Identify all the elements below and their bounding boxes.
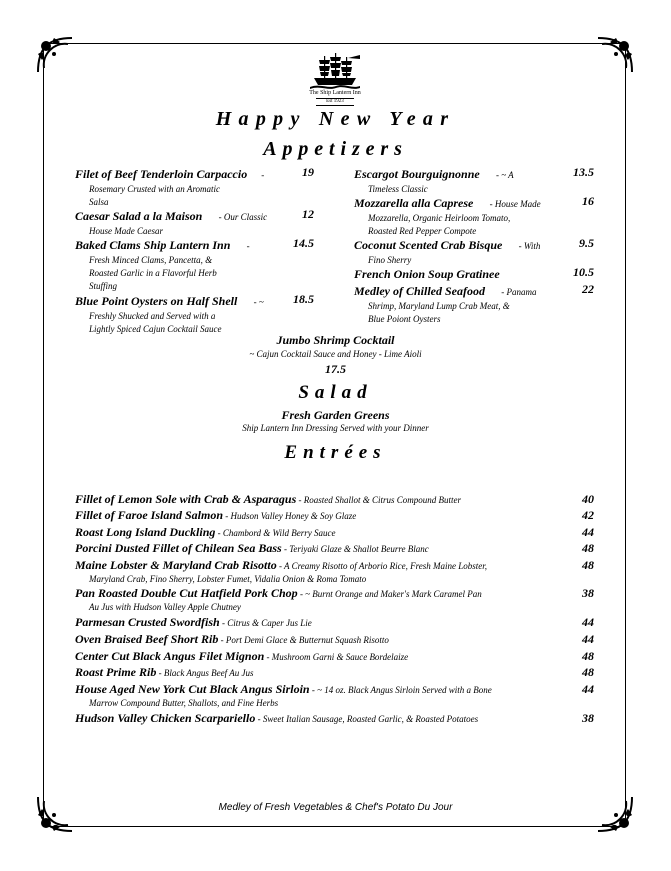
item-desc: - Citrus & Caper Jus Lie [219, 618, 312, 628]
item-name: Blue Point Oysters on Half Shell [75, 294, 238, 308]
logo-established: Est 1923 [316, 98, 354, 106]
logo [299, 50, 371, 106]
item-desc: Timeless Classic [368, 184, 428, 194]
menu-item [75, 207, 285, 238]
corner-ornament-icon [34, 793, 76, 835]
item-name: Roast Long Island Duckling [75, 525, 216, 539]
item-price: 40 [582, 492, 594, 506]
item-desc-intro: - [261, 170, 265, 180]
item-price: 16 [582, 194, 594, 208]
item-price: 48 [582, 541, 594, 555]
item-price: 44 [582, 615, 594, 629]
item-desc: Freshly Shucked and Served with a [89, 311, 216, 321]
menu-item [75, 236, 285, 293]
item-desc: - Roasted Shallot & Citrus Compound Butter [296, 495, 462, 505]
item-desc: - Chambord & Wild Berry Sauce [215, 528, 336, 538]
item-desc: Ship Lantern Inn Dressing Served with your Dinner [242, 423, 429, 433]
entree-item [75, 711, 575, 726]
item-desc: Mozzarella, Organic Heirloom Tomato, [368, 213, 511, 223]
item-name: Escargot Bourguignonne [354, 167, 480, 181]
item-name: Mozzarella alla Caprese [354, 196, 474, 210]
item-name: Fresh Garden Greens [281, 408, 390, 422]
item-desc: - Port Demi Glace & Butternut Squash Risotto [218, 635, 389, 645]
item-price: 38 [582, 586, 594, 600]
item-name: Caesar Salad a la Maison [75, 209, 203, 223]
item-name: Pan Roasted Double Cut Hatfield Pork Chop [75, 586, 298, 600]
item-price: 22 [582, 282, 594, 296]
item-name: House Aged New York Cut Black Angus Sirloin [75, 682, 310, 696]
item-name: Porcini Dusted Fillet of Chilean Sea Bass [75, 541, 282, 555]
item-desc: Stuffing [89, 281, 118, 291]
section-title-entrees: Entrées [284, 442, 387, 463]
logo-name: The Ship Lantern Inn [309, 90, 361, 96]
item-price: 44 [582, 632, 594, 646]
entree-item [75, 586, 575, 613]
item-desc: Salsa [89, 197, 109, 207]
menu-item [354, 236, 569, 267]
item-desc-continued: Au Jus with Hudson Valley Apple Chutney [89, 602, 241, 612]
item-desc: - ~ Burnt Orange and Maker's Mark Caramel Pan [297, 589, 482, 599]
menu-title: Happy New Year [215, 108, 456, 130]
item-desc: - A Creamy Risotto of Arborio Rice, Fresh Maine Lobster, [276, 561, 488, 571]
item-desc: - Mushroom Garni & Sauce Bordelaize [264, 652, 409, 662]
item-desc-intro: - Panama [498, 287, 537, 297]
item-desc: Blue Poiont Oysters [368, 314, 441, 324]
item-name: Medley of Chilled Seafood [354, 284, 485, 298]
entree-item [75, 649, 575, 664]
item-desc: Roasted Garlic in a Flavorful Herb [89, 268, 217, 278]
item-price: 14.5 [293, 236, 314, 250]
item-name: Coconut Scented Crab Bisque [354, 238, 503, 252]
item-desc-intro: - Our Classic [216, 212, 268, 222]
item-desc: - ~ 14 oz. Black Angus Sirloin Served with a Bone [309, 685, 492, 695]
menu-item [75, 292, 290, 336]
item-name: Center Cut Black Angus Filet Mignon [75, 649, 265, 663]
item-desc: - Teriyaki Glaze & Shallot Beurre Blanc [281, 544, 429, 554]
item-desc-intro: - House Made [487, 199, 541, 209]
salad-item [0, 408, 671, 435]
item-desc: Roasted Red Pepper Compote [368, 226, 477, 236]
item-price: 38 [582, 711, 594, 725]
corner-ornament-icon [594, 34, 636, 76]
item-price: 48 [582, 649, 594, 663]
item-name: Filet of Beef Tenderloin Carpaccio [75, 167, 248, 181]
item-price: 19 [302, 165, 314, 179]
item-desc: ~ Cajun Cocktail Sauce and Honey - Lime Aioli [249, 349, 422, 359]
item-desc: House Made Caesar [89, 226, 163, 236]
featured-appetizer [0, 333, 671, 377]
item-price: 13.5 [573, 165, 594, 179]
item-desc: Rosemary Crusted with an Aromatic [89, 184, 220, 194]
menu-item [354, 165, 569, 196]
entree-item [75, 508, 575, 523]
item-price: 42 [582, 508, 594, 522]
section-title-salad: Salad [298, 382, 373, 403]
item-price: 17.5 [325, 362, 346, 376]
corner-ornament-icon [594, 793, 636, 835]
item-price: 44 [582, 525, 594, 539]
item-desc: - Sweet Italian Sausage, Roasted Garlic, & Roasted Potatoes [255, 714, 479, 724]
item-desc: - Hudson Valley Honey & Soy Glaze [223, 511, 357, 521]
item-desc: Lightly Spiced Cajun Cocktail Sauce [89, 324, 222, 334]
item-name: Jumbo Shrimp Cocktail [276, 333, 395, 347]
corner-ornament-icon [34, 34, 76, 76]
entree-item [75, 525, 575, 540]
entree-item [75, 665, 575, 680]
ship-icon [308, 50, 362, 90]
item-desc: Fino Sherry [368, 255, 412, 265]
item-name: Fillet of Faroe Island Salmon [75, 508, 224, 522]
item-desc-intro: - ~ [251, 297, 264, 307]
item-desc-continued: Maryland Crab, Fino Sherry, Lobster Fumet, Vidalia Onion & Roma Tomato [89, 574, 367, 584]
menu-item [354, 194, 569, 238]
item-price: 48 [582, 665, 594, 679]
section-title-appetizers: Appetizers [263, 138, 408, 160]
item-price: 44 [582, 682, 594, 696]
entree-item [75, 492, 575, 507]
item-desc-intro: - [244, 241, 250, 251]
menu-item [75, 165, 285, 209]
entree-item [75, 558, 575, 585]
menu-item [354, 282, 569, 326]
entree-item [75, 615, 575, 630]
item-name: Maine Lobster & Maryland Crab Risotto [75, 558, 277, 572]
menu-item [354, 265, 569, 283]
item-price: 12 [302, 207, 314, 221]
footer-note: Medley of Fresh Vegetables & Chef's Potato Du Jour [218, 802, 453, 813]
item-desc-continued: Marrow Compound Butter, Shallots, and Fine Herbs [89, 698, 279, 708]
item-name: Baked Clams Ship Lantern Inn [75, 238, 231, 252]
item-name: Roast Prime Rib [75, 665, 157, 679]
item-desc: - Black Angus Beef Au Jus [156, 668, 254, 678]
item-name: Fillet of Lemon Sole with Crab & Asparagus [75, 492, 297, 506]
entree-item [75, 541, 575, 556]
item-price: 48 [582, 558, 594, 572]
item-desc-intro: - ~ A [493, 170, 514, 180]
item-desc: Fresh Minced Clams, Pancetta, & [89, 255, 213, 265]
item-name: Hudson Valley Chicken Scarpariello [75, 711, 256, 725]
entree-item [75, 632, 575, 647]
item-name: Parmesan Crusted Swordfish [75, 615, 220, 629]
item-price: 10.5 [573, 265, 594, 279]
item-desc-intro: - With [516, 241, 541, 251]
item-name: Oven Braised Beef Short Rib [75, 632, 219, 646]
item-desc: Shrimp, Maryland Lump Crab Meat, & [368, 301, 510, 311]
entree-item [75, 682, 575, 709]
item-name: French Onion Soup Gratinee [354, 267, 500, 281]
item-price: 18.5 [293, 292, 314, 306]
item-price: 9.5 [579, 236, 594, 250]
